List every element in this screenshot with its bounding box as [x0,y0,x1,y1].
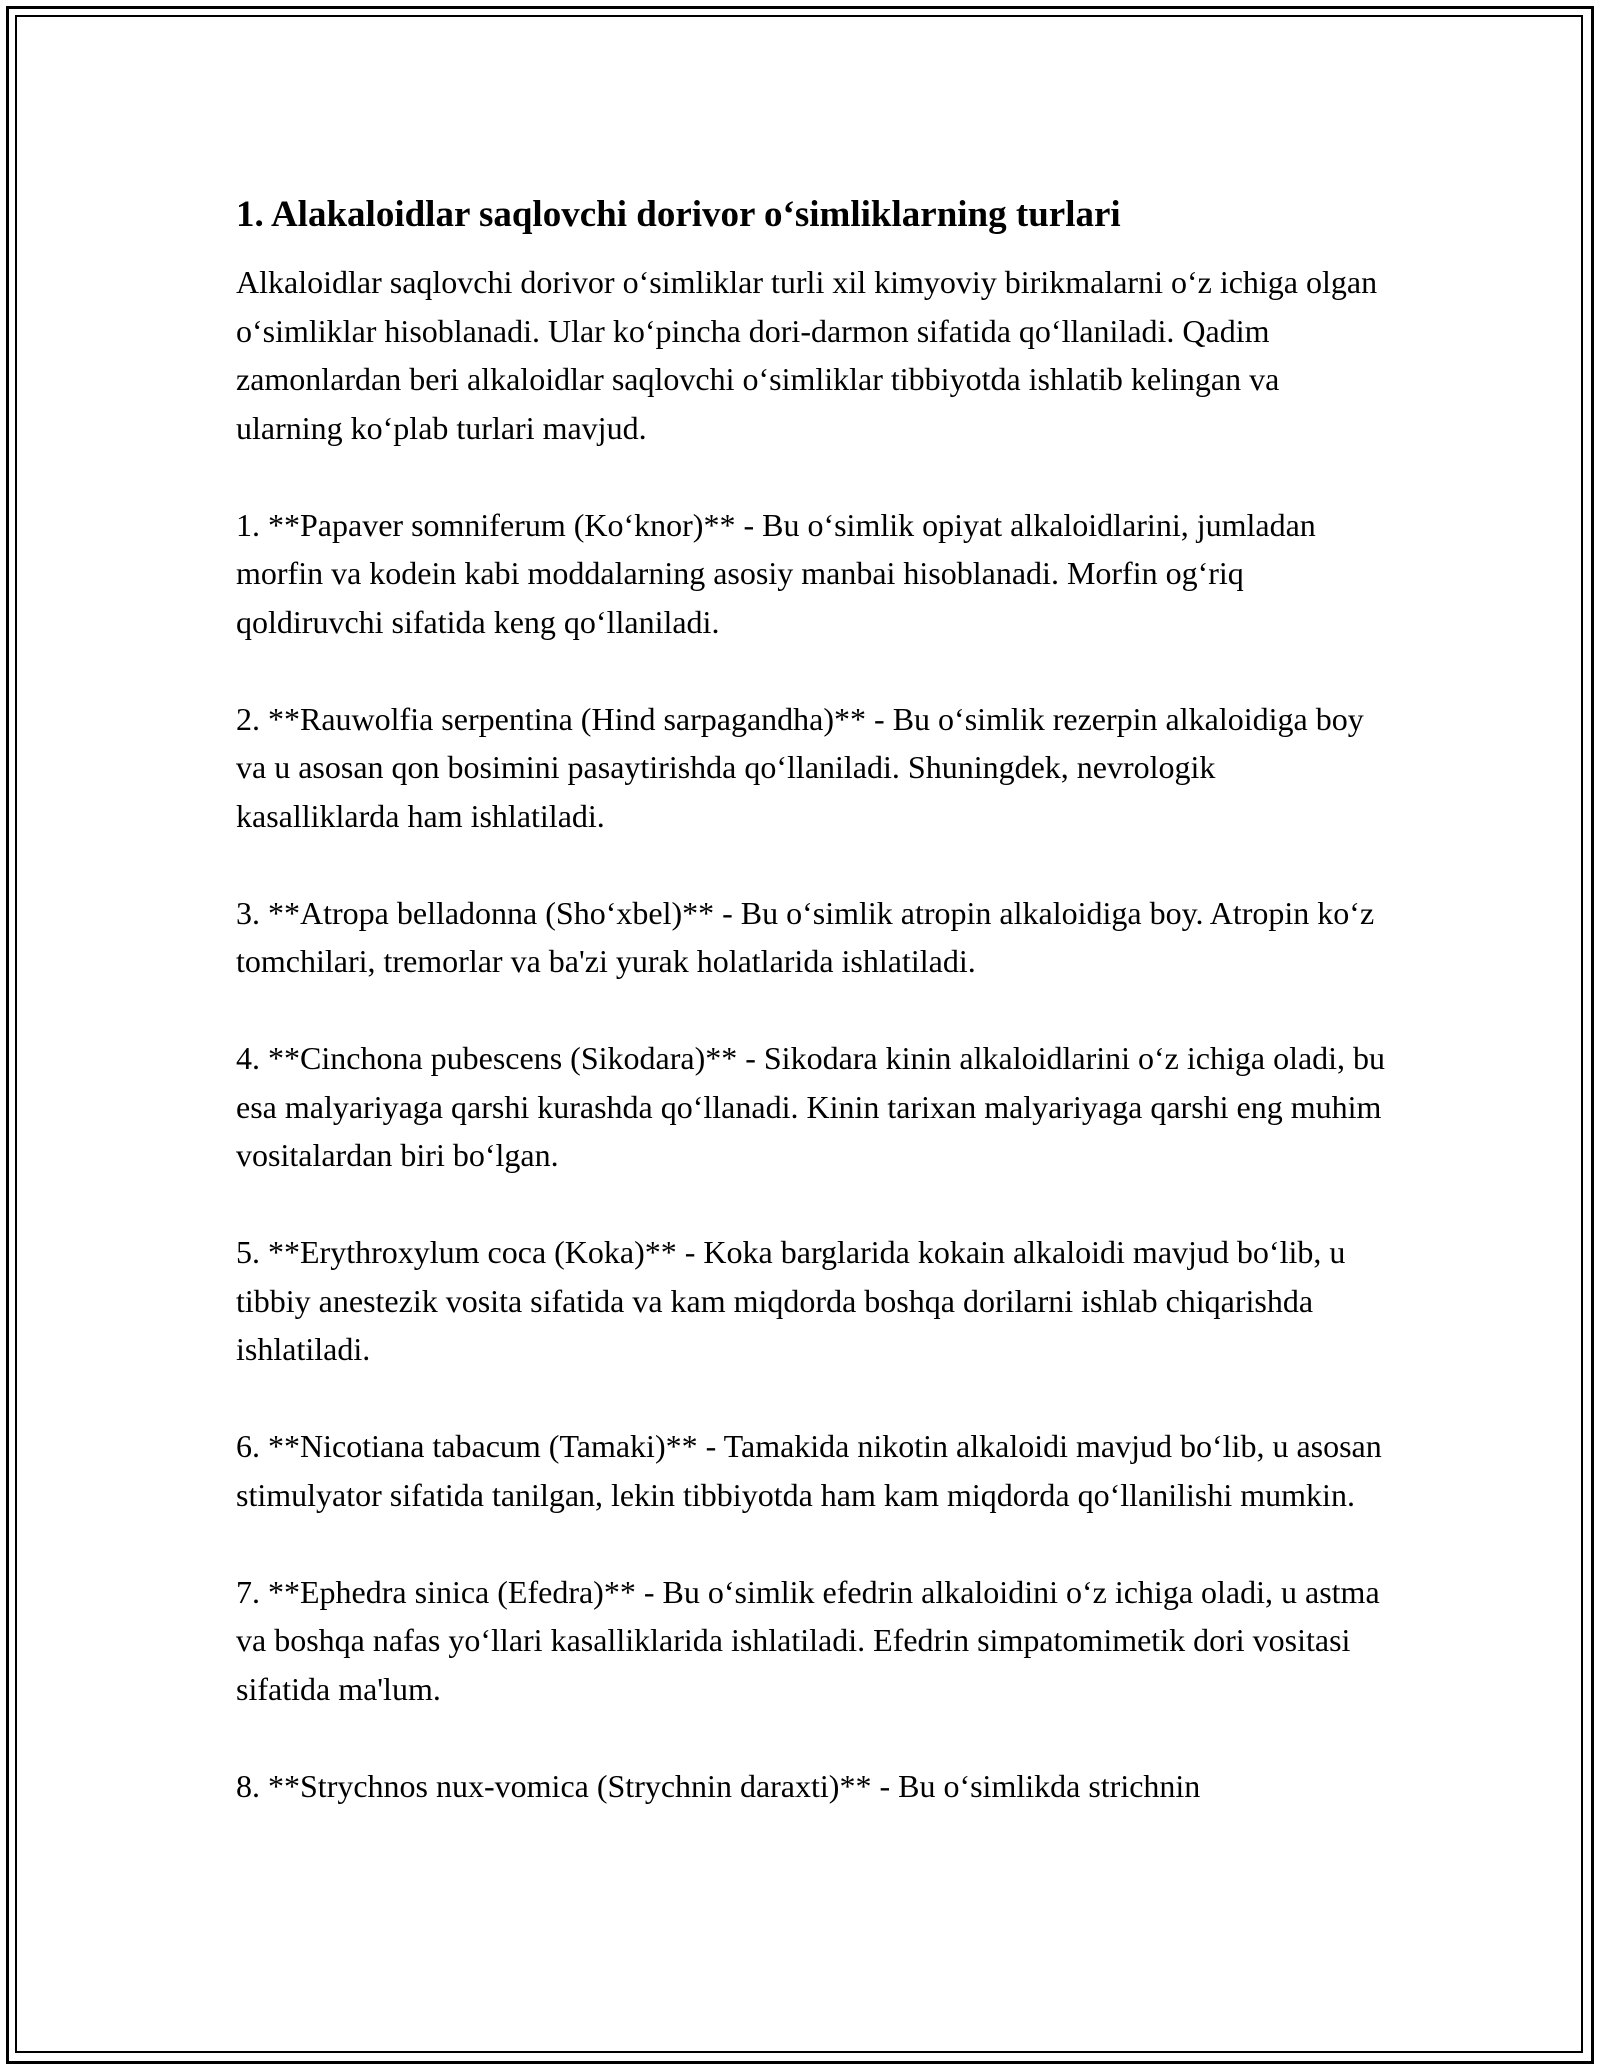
intro-paragraph: Alkaloidlar saqlovchi dorivor o‘simliklar turli xil kimyoviy birikmalarni o‘z ichiga olgan o‘simliklar hisoblanadi. Ular ko‘pincha dori-darmon sifatida qo‘llaniladi. Qadim zamonlardan beri alkaloidlar saqlovchi o‘simliklar tibbiyotda ishlatib kelingan va ularning ko‘plab turlari mavjud. [236,264,1378,446]
document-body [236,190,1386,1859]
list-item: 4. **Cinchona pubescens (Sikodara)** - Sikodara kinin alkaloidlarini o‘z ichiga oladi, bu esa malyariyaga qarshi kurashda qo‘llanadi. Kinin tarixan malyariyaga qarshi eng muhim vositalardan biri bo‘lgan. [236,1040,1386,1173]
list-item: 1. **Papaver somniferum (Ko‘knor)** - Bu o‘simlik opiyat alkaloidlarini, jumladan morfin va kodein kabi moddalarning asosiy manbai hisoblanadi. Morfin og‘riq qoldiruvchi sifatida keng qo‘llaniladi. [236,506,1316,640]
list-item: 6. **Nicotiana tabacum (Tamaki)** - Tamakida nikotin alkaloidi mavjud bo‘lib, u asosan stimulyator sifatida tanilgan, lekin tibbiyotda ham kam miqdorda qo‘llanilishi mumkin. [236,1428,1382,1513]
list-item: 2. **Rauwolfia serpentina (Hind sarpagandha)** - Bu o‘simlik rezerpin alkaloidiga boy va u asosan qon bosimini pasaytirishda qo‘llaniladi. Shuningdek, nevrologik kasalliklarda ham ishlatiladi. [236,700,1364,834]
list-item: 3. **Atropa belladonna (Sho‘xbel)** - Bu o‘simlik atropin alkaloidiga boy. Atropin ko‘z tomchilari, tremorlar va ba'zi yurak holatlarida ishlatiladi. [236,894,1375,979]
list-item: 5. **Erythroxylum coca (Koka)** - Koka barglarida kokain alkaloidi mavjud bo‘lib, u tibbiy anestezik vosita sifatida va kam miqdorda boshqa dorilarni ishlab chiqarishda ishlatiladi. [236,1234,1346,1367]
list-item: 7. **Ephedra sinica (Efedra)** - Bu o‘simlik efedrin alkaloidini o‘z ichiga oladi, u astma va boshqa nafas yo‘llari kasalliklarida ishlatiladi. Efedrin simpatomimetik dori vositasi sifatida ma'lum. [236,1573,1380,1707]
document-title: 1. Alakaloidlar saqlovchi dorivor o‘simliklarning turlari [236,194,1121,235]
list-item: 8. **Strychnos nux-vomica (Strychnin daraxti)** - Bu o‘simlikda strichnin [236,1767,1201,1804]
